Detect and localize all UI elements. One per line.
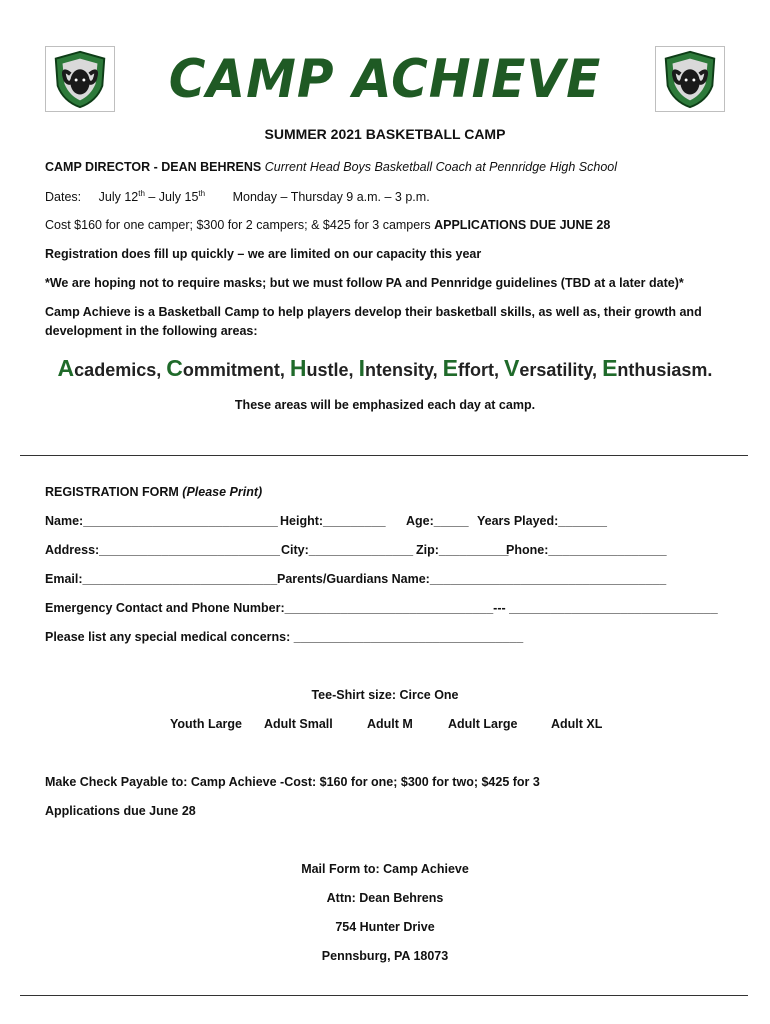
ram-shield-icon <box>45 46 115 112</box>
value-hustle: Hustle <box>289 355 349 381</box>
city-field[interactable]: City:_______________ <box>281 543 414 557</box>
dates-line <box>45 189 430 204</box>
shirt-size-label: Tee-Shirt size: Circe One <box>311 688 459 702</box>
value-intensity: Intensity <box>358 355 433 381</box>
director-label: CAMP DIRECTOR - DEAN BEHRENS <box>45 160 262 174</box>
dates-schedule: Monday – Thursday 9 a.m. – 3 p.m. <box>232 190 430 205</box>
dates-end-sup: th <box>198 189 206 198</box>
director-desc: Current Head Boys Basketball Coach at Pennridge High School <box>264 160 618 174</box>
value-enthusiasm: Enthusiasm. <box>602 355 713 381</box>
cost-text: Cost $160 for one camper; $300 for 2 campers; & $425 for 3 campers <box>45 218 431 232</box>
applications-due-line: Applications due June 28 <box>45 804 196 818</box>
emphasis-line: These areas will be emphasized each day at camp. <box>234 398 536 412</box>
registration-note: Registration does fill up quickly – we are limited on our capacity this year <box>45 247 482 261</box>
value-effort: Effort <box>442 355 494 381</box>
form-heading: REGISTRATION FORM (Please Print) <box>45 485 263 499</box>
shirt-option-adult-large[interactable]: Adult Large <box>448 717 518 731</box>
address-field[interactable]: Address:__________________________ <box>45 543 280 557</box>
dates-start: July 12 <box>98 190 139 205</box>
dates-label: Dates: <box>45 190 82 205</box>
value-commitment: Commitment <box>166 355 280 381</box>
medical-concerns-field[interactable]: Please list any special medical concerns: _________________________________ <box>45 630 524 644</box>
mail-to: Mail Form to: Camp Achieve <box>301 862 469 876</box>
zip-field[interactable]: Zip:__________ <box>416 543 509 557</box>
mail-attn: Attn: Dean Behrens <box>326 891 444 905</box>
dates-end: – July 15 <box>144 190 199 205</box>
email-field[interactable]: Email:____________________________ <box>45 572 278 586</box>
dates-start-sup: th <box>138 189 145 198</box>
footer-divider <box>20 995 748 996</box>
years-played-field[interactable]: Years Played:_______ <box>477 514 607 528</box>
cost-line <box>45 218 610 232</box>
name-field[interactable]: Name:____________________________ <box>45 514 278 528</box>
applications-due: APPLICATIONS DUE JUNE 28 <box>434 218 611 232</box>
phone-field[interactable]: Phone:_________________ <box>506 543 667 557</box>
payment-line: Make Check Payable to: Camp Achieve -Cost: $160 for one; $300 for two; $425 for 3 <box>45 775 540 789</box>
description-line1: Camp Achieve is a Basketball Camp to help players develop their basketball skills, as well as, their growth and <box>45 305 702 319</box>
ram-shield-icon <box>655 46 725 112</box>
page-title: SUMMER 2021 BASKETBALL CAMP <box>264 126 506 142</box>
emergency-contact-field[interactable]: Emergency Contact and Phone Number:______________________________--- ______________________________ <box>45 601 718 615</box>
mail-street: 754 Hunter Drive <box>335 920 435 934</box>
values-list: Academics, Commitment, Hustle, Intensity, Effort, Versatility, Enthusiasm. <box>57 355 713 381</box>
shirt-option-youth-large[interactable]: Youth Large <box>170 717 242 731</box>
value-versatility: Versatility <box>504 355 593 381</box>
divider <box>20 455 748 456</box>
shirt-option-adult-m[interactable]: Adult M <box>367 717 413 731</box>
mail-city: Pennsburg, PA 18073 <box>321 949 449 963</box>
director-line <box>45 160 617 174</box>
shirt-option-adult-small[interactable]: Adult Small <box>264 717 333 731</box>
camp-banner: CAMP ACHIEVE <box>168 48 602 110</box>
age-field[interactable]: Age:_____ <box>406 514 469 528</box>
value-academics: Academics <box>57 355 157 381</box>
parents-field[interactable]: Parents/Guardians Name:__________________________________ <box>277 572 667 586</box>
masks-note: *We are hoping not to require masks; but we must follow PA and Pennridge guidelines (TBD at a later date)* <box>45 276 684 290</box>
height-field[interactable]: Height:_________ <box>280 514 386 528</box>
description-line2: development in the following areas: <box>45 324 258 338</box>
shirt-option-adult-xl[interactable]: Adult XL <box>551 717 603 731</box>
